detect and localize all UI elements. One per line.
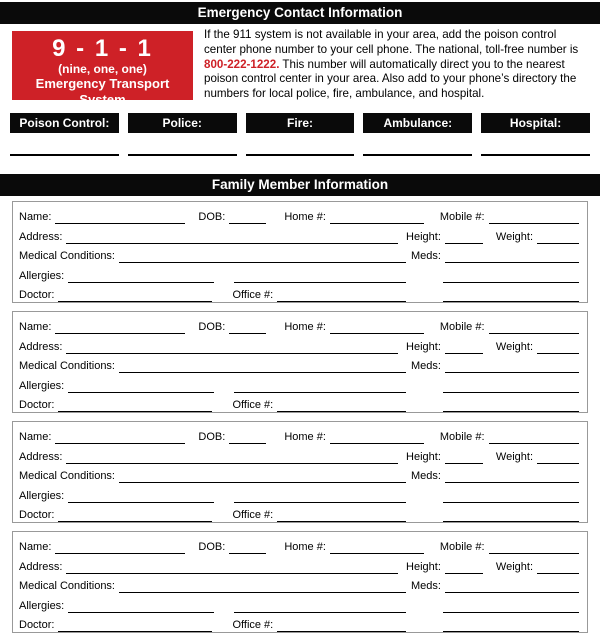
member-row-address [19,554,579,573]
address-write-line [66,353,398,354]
allergies-extra-write-line [234,392,406,393]
meds-extra-write-line-2 [443,301,579,302]
allergies-label: Allergies: [19,599,65,612]
contact-label-police: Police: [128,113,237,133]
allergies-write-line [68,392,214,393]
911-subtitle: (nine, one, one) [58,62,147,76]
name-write-line [55,553,185,554]
family-member-block [12,201,588,303]
poison-control-write-line [10,154,119,156]
name-label: Name: [19,211,52,224]
weight-write-line [537,573,579,574]
dob-label: DOB: [198,211,226,224]
intro-section [12,28,588,107]
office-phone-label: Office #: [232,508,274,521]
allergies-write-line [68,612,214,613]
height-label: Height: [406,230,441,243]
mobile-phone-label: Mobile #: [439,541,485,554]
home-phone-write-line [330,333,424,334]
dob-write-line [229,333,266,334]
member-row-allergies [19,263,579,282]
ambulance-write-line [363,154,472,156]
doctor-zone [19,509,406,522]
member-row-identity [19,205,579,224]
doctor-zone [19,399,406,412]
contact-label-fire: Fire: [246,113,355,133]
family-member-block [12,531,588,633]
meds-extra-write-line-1 [443,392,579,393]
medical-conditions-label: Medical Conditions: [19,360,115,373]
meds-extra-write-line-1 [443,502,579,503]
doctor-write-line [58,631,212,632]
emergency-contacts-row [10,113,590,133]
doctor-label: Doctor: [19,398,55,411]
dob-label: DOB: [198,431,226,444]
allergies-extra-write-line [234,612,406,613]
meds-zone [406,250,579,263]
meds-label: Meds: [411,250,441,263]
meds-zone [406,470,579,483]
height-write-line [445,243,483,244]
meds-extra-zone-1 [406,282,579,283]
emergency-section-title: Emergency Contact Information [197,5,403,20]
meds-extra-zone-2 [406,301,579,302]
height-label: Height: [406,450,441,463]
family-member-block [12,311,588,413]
section-header-emergency [0,2,600,24]
meds-extra-zone-1 [406,502,579,503]
height-write-line [445,353,483,354]
family-member-blocks [12,201,588,633]
meds-extra-zone-1 [406,612,579,613]
medical-conditions-label: Medical Conditions: [19,250,115,263]
address-label: Address: [19,230,63,243]
address-label: Address: [19,560,63,573]
allergies-zone [19,490,406,503]
weight-label: Weight: [495,340,533,353]
dob-write-line [229,223,266,224]
member-row-identity [19,315,579,334]
emergency-contacts-write-lines [10,154,590,156]
mobile-phone-label: Mobile #: [439,321,485,334]
name-write-line [55,223,185,224]
mobile-phone-write-line [489,223,579,224]
meds-extra-zone-1 [406,392,579,393]
medical-conditions-zone [19,580,406,593]
name-write-line [55,443,185,444]
section-header-family [0,174,600,196]
name-label: Name: [19,321,52,334]
911-number: 9 - 1 - 1 [52,35,153,62]
doctor-label: Doctor: [19,508,55,521]
home-phone-label: Home #: [284,431,326,444]
weight-label: Weight: [495,230,533,243]
member-row-address [19,334,579,353]
meds-extra-write-line-2 [443,631,579,632]
member-row-medical [19,244,579,263]
info-text-after: This number will automatically direct you to the nearest poison control center in your area. Also add to your phone’s directory the numbers for local police, fire, ambulance, and hospital. [204,57,577,101]
height-write-line [445,573,483,574]
home-phone-write-line [330,443,424,444]
allergies-write-line [68,282,214,283]
allergies-extra-write-line [234,502,406,503]
meds-write-line [445,262,579,263]
meds-extra-write-line-1 [443,282,579,283]
member-row-allergies [19,373,579,392]
mobile-phone-write-line [489,553,579,554]
fire-write-line [246,154,355,156]
meds-extra-zone-2 [406,521,579,522]
dob-label: DOB: [198,321,226,334]
address-label: Address: [19,450,63,463]
office-phone-write-line [277,301,406,302]
contact-label-hospital: Hospital: [481,113,590,133]
poison-control-phone-number: 800-222-1222. [204,57,280,71]
doctor-zone [19,289,406,302]
office-phone-label: Office #: [232,288,274,301]
home-phone-label: Home #: [284,541,326,554]
hospital-write-line [481,154,590,156]
meds-write-line [445,592,579,593]
medical-conditions-label: Medical Conditions: [19,470,115,483]
mobile-phone-write-line [489,443,579,444]
meds-label: Meds: [411,360,441,373]
member-row-medical [19,464,579,483]
home-phone-write-line [330,553,424,554]
medical-conditions-write-line [119,482,406,483]
dob-write-line [229,553,266,554]
address-write-line [66,463,398,464]
name-label: Name: [19,541,52,554]
meds-extra-zone-2 [406,411,579,412]
info-text-before: If the 911 system is not available in your area, add the poison control center phone number to your cell phone. The national, toll-free number is [204,28,579,56]
member-row-identity [19,535,579,554]
medical-conditions-write-line [119,592,406,593]
office-phone-write-line [277,631,406,632]
office-phone-label: Office #: [232,398,274,411]
allergies-zone [19,270,406,283]
meds-label: Meds: [411,580,441,593]
doctor-write-line [58,301,212,302]
family-member-block [12,421,588,523]
allergies-extra-write-line [234,282,406,283]
member-row-doctor [19,503,579,522]
meds-extra-write-line-2 [443,521,579,522]
meds-extra-write-line-1 [443,612,579,613]
home-phone-label: Home #: [284,211,326,224]
weight-label: Weight: [495,450,533,463]
mobile-phone-label: Mobile #: [439,431,485,444]
meds-extra-zone-2 [406,631,579,632]
height-label: Height: [406,560,441,573]
allergies-label: Allergies: [19,269,65,282]
name-label: Name: [19,431,52,444]
police-write-line [128,154,237,156]
911-info-box [12,31,193,107]
member-row-medical [19,354,579,373]
meds-zone [406,360,579,373]
weight-write-line [537,353,579,354]
name-write-line [55,333,185,334]
medical-conditions-write-line [119,372,406,373]
member-row-allergies [19,593,579,612]
member-row-address [19,444,579,463]
weight-write-line [537,243,579,244]
doctor-label: Doctor: [19,288,55,301]
allergies-write-line [68,502,214,503]
doctor-write-line [58,411,212,412]
medical-conditions-zone [19,250,406,263]
home-phone-label: Home #: [284,321,326,334]
mobile-phone-write-line [489,333,579,334]
doctor-zone [19,619,406,632]
doctor-label: Doctor: [19,618,55,631]
meds-zone [406,580,579,593]
address-write-line [66,573,398,574]
dob-write-line [229,443,266,444]
911-system-name: Emergency Transport System [35,76,170,107]
member-row-medical [19,574,579,593]
allergies-label: Allergies: [19,489,65,502]
member-row-doctor [19,283,579,302]
meds-label: Meds: [411,470,441,483]
meds-write-line [445,372,579,373]
allergies-label: Allergies: [19,379,65,392]
medical-conditions-write-line [119,262,406,263]
home-phone-write-line [330,223,424,224]
office-phone-label: Office #: [232,618,274,631]
contact-label-ambulance: Ambulance: [363,113,472,133]
allergies-zone [19,600,406,613]
address-write-line [66,243,398,244]
meds-write-line [445,482,579,483]
poison-control-info-text [204,28,588,102]
medical-conditions-zone [19,360,406,373]
height-write-line [445,463,483,464]
allergies-zone [19,380,406,393]
doctor-write-line [58,521,212,522]
medical-conditions-zone [19,470,406,483]
height-label: Height: [406,340,441,353]
page [0,2,600,631]
member-row-doctor [19,393,579,412]
member-row-address [19,224,579,243]
family-section-title: Family Member Information [211,176,389,192]
medical-conditions-label: Medical Conditions: [19,580,115,593]
member-row-doctor [19,613,579,632]
mobile-phone-label: Mobile #: [439,211,485,224]
office-phone-write-line [277,411,406,412]
weight-write-line [537,463,579,464]
member-row-allergies [19,483,579,502]
contact-label-poison-control: Poison Control: [10,113,119,133]
weight-label: Weight: [495,560,533,573]
office-phone-write-line [277,521,406,522]
dob-label: DOB: [198,541,226,554]
address-label: Address: [19,340,63,353]
meds-extra-write-line-2 [443,411,579,412]
member-row-identity [19,425,579,444]
